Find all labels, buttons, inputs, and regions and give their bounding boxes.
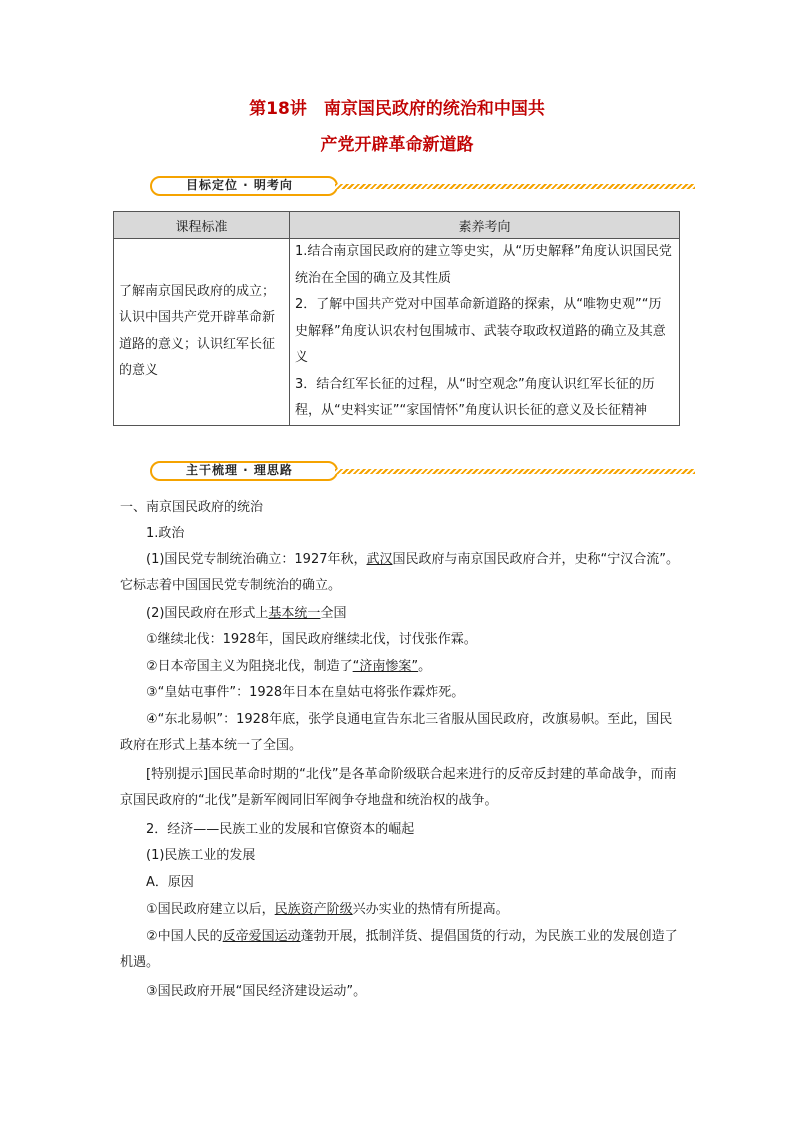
text-span: 。: [418, 659, 432, 674]
section-heading: 一、南京国民政府的统治: [120, 500, 264, 515]
text-span: ①国民政府建立以后，: [146, 902, 275, 917]
paragraph: [120, 601, 680, 627]
text-span: ②中国人民的: [146, 929, 223, 944]
literacy-item: 2．了解中国共产党对中国革命新道路的探索，从“唯物史观”“历史解释”角度认识农村包围城市、武装夺取政权道路的确立及其意义: [295, 297, 666, 365]
banner-stripe: [335, 184, 695, 189]
paragraph: (1)民族工业的发展: [146, 848, 256, 863]
table-header-literacy: 素养考向: [290, 212, 680, 239]
text-span: 全国: [320, 606, 347, 621]
underlined-term: “济南惨案”: [352, 659, 419, 674]
paragraph: ③“皇姑屯事件”：1928年日本在皇姑屯将张作霖炸死。: [146, 685, 465, 700]
banner-label: 主干梳理 · 理思路: [186, 463, 293, 477]
underlined-term: 武汉: [366, 552, 393, 567]
table-header-row: [114, 212, 680, 239]
table-cell-standard: 了解南京国民政府的成立；认识中国共产党开辟革命新道路的意义；认识红军长征的意义: [114, 239, 290, 426]
text-span: (1)国民党专制统治确立：1927年秋，: [146, 552, 367, 567]
page-title: 第18讲 南京国民政府的统治和中国共: [249, 99, 545, 119]
underlined-term: 民族资产阶级: [274, 902, 353, 917]
section-banner-outline: [150, 461, 695, 483]
subsection-heading: 1.政治: [146, 526, 185, 541]
tip-paragraph: [特别提示]国民革命时期的“北伐”是各革命阶级联合起来进行的反帝反封建的革命战争，而南京国民政府的“北伐”是新军阀同旧军阀争夺地盘和统治权的战争。: [120, 767, 677, 808]
underlined-term: 基本统一: [268, 606, 321, 621]
text-span: ②日本帝国主义为阻挠北伐，制造了: [146, 659, 353, 674]
text-span: 兴办实业的热情有所提高。: [352, 902, 509, 917]
table-header-standard: 课程标准: [114, 212, 290, 239]
subsection-heading: 2．经济——民族工业的发展和官僚资本的崛起: [146, 822, 415, 837]
paragraph: ③国民政府开展“国民经济建设运动”。: [146, 984, 367, 999]
literacy-item: 1.结合南京国民政府的建立等史实，从“历史解释”角度认识国民党统治在全国的确立及其性质: [295, 244, 672, 286]
paragraph: [120, 654, 680, 680]
paragraph: [120, 924, 680, 976]
text-span: 国民政府与南京国民政府合并，史称“宁汉合流”。它标志着中国国民党专制统治的确立。: [120, 552, 679, 593]
table-row: [114, 239, 680, 426]
banner-label: 目标定位 · 明考向: [186, 178, 293, 192]
paragraph: A．原因: [146, 875, 194, 890]
literacy-item: 3．结合红军长征的过程，从“时空观念”角度认识红军长征的历程，从“史料实证”“家国情怀”角度认识长征的意义及长征精神: [295, 376, 655, 418]
paragraph: ④“东北易帜”：1928年底，张学良通电宣告东北三省服从国民政府，改旗易帜。至此，国民政府在形式上基本统一了全国。: [120, 712, 673, 753]
paragraph: [120, 897, 680, 923]
table-cell-literacy: [290, 239, 680, 426]
banner-stripe: [335, 469, 695, 474]
section-banner-goals: [150, 176, 695, 198]
text-span: 蓬勃开展，抵制洋货、提倡国货的行动，为民族工业的发展创造了机遇。: [120, 929, 678, 970]
paragraph: [120, 547, 680, 599]
page-subtitle: 产党开辟革命新道路: [320, 135, 474, 155]
underlined-term: 反帝爱国运动: [222, 929, 301, 944]
text-span: (2)国民政府在形式上: [146, 606, 269, 621]
paragraph: ①继续北伐：1928年，国民政府继续北伐，讨伐张作霖。: [146, 632, 477, 647]
standards-table: [113, 211, 680, 426]
